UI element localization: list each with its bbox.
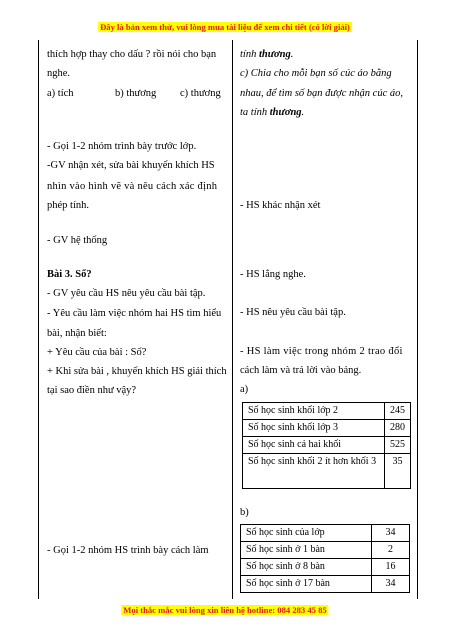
- text-line: - Gọi 1-2 nhóm HS trình bày cách làm: [47, 545, 209, 556]
- text-line: + Yêu cầu của bài : Số?: [47, 347, 147, 358]
- table-row: [241, 576, 410, 593]
- table-cell: Số học sinh khối 2 ít hơn khối 3: [243, 454, 385, 489]
- table-cell: 35: [385, 454, 411, 489]
- text-line: nhau, để tìm số bạn được nhận cúc áo,: [240, 88, 403, 99]
- text-line: - HS lắng nghe.: [240, 269, 306, 280]
- table-cell: Số học sinh ở 1 bàn: [241, 542, 372, 559]
- table-cell: Số học sinh khối lớp 2: [243, 403, 385, 420]
- text-line: - HS khác nhận xét: [240, 200, 321, 211]
- table-row: [243, 437, 411, 454]
- text-line: bài, nhận biết:: [47, 328, 107, 339]
- lesson-table: [38, 40, 418, 599]
- text-line: - Gọi 1-2 nhóm trình bày trước lớp.: [47, 141, 197, 152]
- table-cell: 2: [372, 542, 410, 559]
- table-cell: Số học sinh khối lớp 3: [243, 420, 385, 437]
- table-cell: 34: [372, 525, 410, 542]
- option-a: a) tích: [47, 88, 74, 99]
- table-cell: 245: [385, 403, 411, 420]
- table-cell: 34: [372, 576, 410, 593]
- text-line: tại sao điền như vậy?: [47, 385, 137, 396]
- table-cell: Số học sinh cả hai khối: [243, 437, 385, 454]
- table-b: [240, 524, 410, 593]
- table-cell: Số học sinh ở 8 bàn: [241, 559, 372, 576]
- text-line: - GV hệ thống: [47, 235, 108, 246]
- text-line: nhìn vào hình vẽ và nêu cách xác định: [47, 181, 218, 192]
- part-a-label: a): [240, 384, 249, 395]
- table-row: [241, 542, 410, 559]
- text-line: - HS nêu yêu cầu bài tập.: [240, 307, 346, 318]
- text-line: thích hợp thay cho dấu ? rồi nói cho bạn: [47, 49, 217, 60]
- column-divider: [232, 40, 233, 599]
- option-c: c) thương: [180, 88, 221, 99]
- table-row: [243, 454, 411, 489]
- text-line: - Yêu cầu làm việc nhóm hai HS tìm hiểu: [47, 308, 222, 319]
- option-b: b) thương: [115, 88, 157, 99]
- table-cell: Số học sinh ở 17 bàn: [241, 576, 372, 593]
- table-row: [243, 403, 411, 420]
- table-cell: 525: [385, 437, 411, 454]
- table-row: [241, 525, 410, 542]
- text-line: cách làm và trả lời vào bảng.: [240, 365, 362, 376]
- text-line: - GV yêu cầu HS nêu yêu cầu bài tập.: [47, 288, 206, 299]
- text-line: -GV nhận xét, sửa bài khuyến khích HS: [47, 160, 215, 171]
- text-line: c) Chia cho mỗi bạn số cúc áo bằng: [240, 68, 392, 79]
- preview-banner: Đây là bản xem thử, vui lòng mua tài liệu để xem chi tiết (có lời giải): [100, 22, 350, 32]
- text-line: ta tính thương.: [240, 107, 305, 118]
- hotline-banner: Mọi thắc mắc vui lòng xin liên hệ hotline: 084 283 45 85: [123, 605, 327, 615]
- table-row: [241, 559, 410, 576]
- table-a: [242, 402, 411, 489]
- text-line: nghe.: [47, 68, 71, 79]
- table-cell: 16: [372, 559, 410, 576]
- text-line: + Khi sửa bài , khuyến khích HS giải thích: [47, 366, 227, 377]
- table-cell: Số học sinh của lớp: [241, 525, 372, 542]
- text-line: tính thương.: [240, 49, 294, 60]
- part-b-label: b): [240, 507, 249, 518]
- table-row: [243, 420, 411, 437]
- text-line: phép tính.: [47, 200, 89, 211]
- text-line: - HS làm việc trong nhóm 2 trao đổi: [240, 346, 403, 357]
- table-cell: 280: [385, 420, 411, 437]
- exercise-heading: Bài 3. Số?: [47, 269, 92, 280]
